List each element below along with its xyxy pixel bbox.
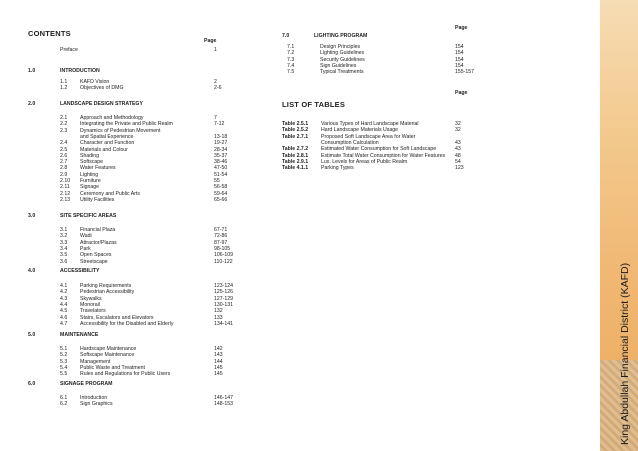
toc-item-page: 7 [214,115,217,121]
toc-item-page: 98-105 [214,245,231,252]
toc-item-label: Accessibility for the Disabled and Elderly [80,320,174,327]
table-page: 48 [455,152,461,159]
toc-item-page: 134-141 [214,320,234,327]
table-page: 43 [455,146,461,153]
toc-item-page: 7-12 [214,121,225,128]
toc-item-page: 154 [455,62,464,69]
toc-item-label: Streetscape [80,258,108,265]
table-page: 54 [455,158,461,165]
toc-item-label: Park [80,245,91,252]
toc-item-label: Sign Graphics [80,401,113,408]
section-title-landscape: LANDSCAPE DESIGN STRATEGY [60,101,143,107]
toc-item-page: 148-153 [214,401,234,408]
right-page-header-top: Page [455,25,468,31]
toc-item-label: Lighting Guidelines [320,50,365,57]
toc-item-label: Design Principles [320,44,361,50]
toc-item-number: 3.2 [60,233,68,240]
toc-item-label: Management [80,358,111,365]
section-title-maintenance: MAINTENANCE [60,332,99,338]
contents-title: CONTENTS [28,29,71,38]
preface-page: 1 [214,47,217,53]
toc-item-number: 5.4 [60,364,68,371]
toc-item-page: 110-122 [214,258,233,265]
banner-title: King Abdullah Financial District (KAFD) [619,262,631,445]
toc-item-number: 3.6 [60,258,68,265]
toc-item-number: 2.3 [60,127,68,134]
toc-item-label: Ceremony and Public Arts [80,190,140,197]
toc-item-page: 19-27 [214,140,228,147]
toc-item-page: 55 [214,178,220,184]
toc-item-label: Public Waste and Treatment [80,364,145,371]
toc-item-page: 144 [214,358,223,365]
toc-item-label: Open Spaces [80,252,112,259]
table-number: Table 2.9.1 [282,158,309,165]
toc-item-page: 2-6 [214,85,222,92]
toc-item-page: 2 [214,79,217,85]
toc-item-page: 13-18 [214,133,228,140]
toc-item-label: Pedestrian Accessibility [80,289,135,296]
toc-item-page: 125-126 [214,289,234,296]
toc-item-label: Materials and Colour [80,146,128,153]
table-number: Table 4.1.1 [282,165,309,172]
toc-item-number: 1.1 [60,79,68,85]
toc-item-number: 7.1 [287,44,295,50]
toc-item-label: Stairs, Escalators and Elevators [80,314,154,321]
toc-item-page: 47-50 [214,165,228,172]
toc-item-number: 2.13 [60,196,71,203]
toc-item-number: 2.4 [60,140,68,147]
toc-item-page: 123-124 [214,283,234,289]
table-number: Table 2.7.1 [282,133,309,140]
toc-item-label: Softscape Maintenance [80,352,135,359]
toc-item-number: 5.1 [60,346,68,352]
toc-item-label: Furniture [80,178,101,184]
toc-item-page: 59-64 [214,190,228,197]
toc-item-label: Shading [80,152,100,159]
toc-item-page: 133 [214,314,223,321]
section-number: 1.0 [28,68,36,74]
section-title-signage: SIGNAGE PROGRAM [60,381,113,387]
toc-item-label: KAFD Vision [80,79,110,85]
toc-item-number: 1.2 [60,85,68,92]
left-page-header: Page [204,38,217,44]
toc-item-label: Hardscape Maintenance [80,346,137,352]
toc-item-number: 2.2 [60,121,68,128]
preface-label: Preface [60,47,78,53]
table-page: 32 [455,127,461,134]
toc-item-number: 4.5 [60,308,68,315]
toc-item-number: 4.3 [60,295,68,302]
toc-item-label: Parking Requirements [80,283,132,289]
section-number: 5.0 [28,332,36,338]
toc-item-label: Sign Guidelines [320,62,357,69]
section-number: 3.0 [28,213,36,219]
toc-item-label: Objectives of DMG [80,85,124,92]
toc-item-page: 154 [455,56,464,63]
toc-item-label: Approach and Methodology [80,115,144,121]
section-number: 4.0 [28,268,36,274]
toc-item-page: 67-71 [214,227,228,233]
toc-item-number: 7.2 [287,50,295,57]
toc-item-label: and Spatial Experience [80,133,134,140]
toc-item-number: 6.1 [60,395,68,401]
toc-item-number: 2.10 [60,178,71,184]
toc-item-label: Attractor/Plazas [80,239,117,246]
table-label: Proposed Soft Landscape Area for Water [321,133,416,140]
toc-item-number: 7.5 [287,69,295,76]
toc-item-label: Integrating the Private and Public Realm [80,121,173,128]
toc-item-page: 142 [214,346,223,352]
list-of-tables-title: LIST OF TABLES [282,100,346,109]
toc-item-number: 5.5 [60,371,68,378]
toc-item-page: 28-34 [214,146,228,153]
toc-item-number: 6.2 [60,401,68,408]
toc-item-page: 106-109 [214,252,234,259]
toc-item-label: Financial Plaza [80,227,116,233]
toc-item-page: 145 [214,364,223,371]
toc-item-number: 4.2 [60,289,68,296]
toc-item-number: 4.6 [60,314,68,321]
toc-item-page: 132 [214,308,223,315]
right-page-header-bottom: Page [455,90,468,96]
table-number: Table 2.5.1 [282,121,309,127]
toc-item-page: 38-46 [214,159,228,166]
toc-item-number: 2.6 [60,152,68,159]
toc-item-number: 5.3 [60,358,68,365]
toc-item-label: Lighting [80,171,99,178]
toc-item-number: 2.7 [60,159,68,166]
table-label: Various Types of Hard Landscape Material [321,121,419,127]
toc-item-number: 4.4 [60,301,68,308]
section-title-site-specific: SITE SPECIFIC AREAS [60,213,117,219]
toc-item-label: Travelators [80,308,106,315]
toc-item-number: 3.1 [60,227,68,233]
toc-item-number: 2.1 [60,115,68,121]
toc-item-number: 2.5 [60,146,68,153]
toc-item-page: 154 [455,50,464,57]
toc-item-number: 4.7 [60,320,68,327]
table-label: Consumption Calculation [321,139,379,146]
table-label: Lux. Levels for Areas of Public Realm [321,158,408,165]
toc-item-label: Softscape [80,159,104,166]
toc-item-label: Rules and Regulations for Public Users [80,371,171,378]
table-number: Table 2.8.1 [282,152,309,159]
section-title-accessibility: ACCESSIBILITY [60,268,100,274]
toc-item-label: Skywalks [80,295,102,302]
toc-item-label: Typical Treatments [320,69,364,76]
toc-item-label: Wadi [80,233,92,240]
toc-item-number: 3.4 [60,245,68,252]
toc-item-page: 56-58 [214,184,228,191]
toc-item-label: Introduction [80,395,108,401]
toc-item-label: Water Features [80,165,116,172]
table-page: 32 [455,121,461,127]
table-label: Hard Landscape Materials Usage [321,127,398,134]
toc-item-page: 130-131 [214,301,234,308]
toc-item-number: 2.12 [60,190,71,197]
toc-item-page: 51-54 [214,171,228,178]
toc-item-number: 7.3 [287,56,295,63]
table-label: Parking Types [321,165,354,172]
toc-item-label: Utility Facilities [80,196,115,203]
toc-item-page: 35-37 [214,152,228,159]
section-number: 7.0 [282,33,290,39]
toc-item-page: 143 [214,352,223,359]
section-title-introduction: INTRODUCTION [60,68,100,74]
toc-item-page: 72-86 [214,233,228,240]
toc-item-page: 145 [214,371,223,378]
toc-item-number: 2.11 [60,184,70,191]
toc-item-page: 154 [455,44,464,50]
section-number: 6.0 [28,381,36,387]
toc-item-label: Signage [80,184,100,191]
section-title-lighting: LIGHTING PROGRAM [314,33,368,39]
toc-item-page: 65-66 [214,196,228,203]
toc-item-number: 2.9 [60,171,68,178]
section-number: 2.0 [28,101,36,107]
table-page: 43 [455,139,461,146]
toc-item-page: 87-97 [214,239,228,246]
toc-item-number: 4.1 [60,283,68,289]
toc-item-number: 2.8 [60,165,68,172]
toc-item-page: 155-157 [455,69,475,76]
table-number: Table 2.5.2 [282,127,309,134]
table-page: 123 [455,165,464,172]
toc-item-label: Dynamics of Pedestrian Movement [80,127,161,134]
toc-item-label: Monorail [80,301,100,308]
table-label: Estimated Water Consumption for Soft Landscape [321,146,437,153]
toc-item-number: 3.3 [60,239,68,246]
toc-item-page: 127-129 [214,295,234,302]
toc-item-label: Security Guidelines [320,56,365,63]
toc-item-label: Character and Function [80,140,135,147]
table-number: Table 2.7.2 [282,146,309,153]
toc-item-number: 7.4 [287,62,295,69]
toc-item-number: 5.2 [60,352,68,359]
toc-item-page: 146-147 [214,395,234,401]
toc-item-number: 3.5 [60,252,68,259]
table-label: Estimate Total Water Consumption for Water Features [321,152,446,159]
